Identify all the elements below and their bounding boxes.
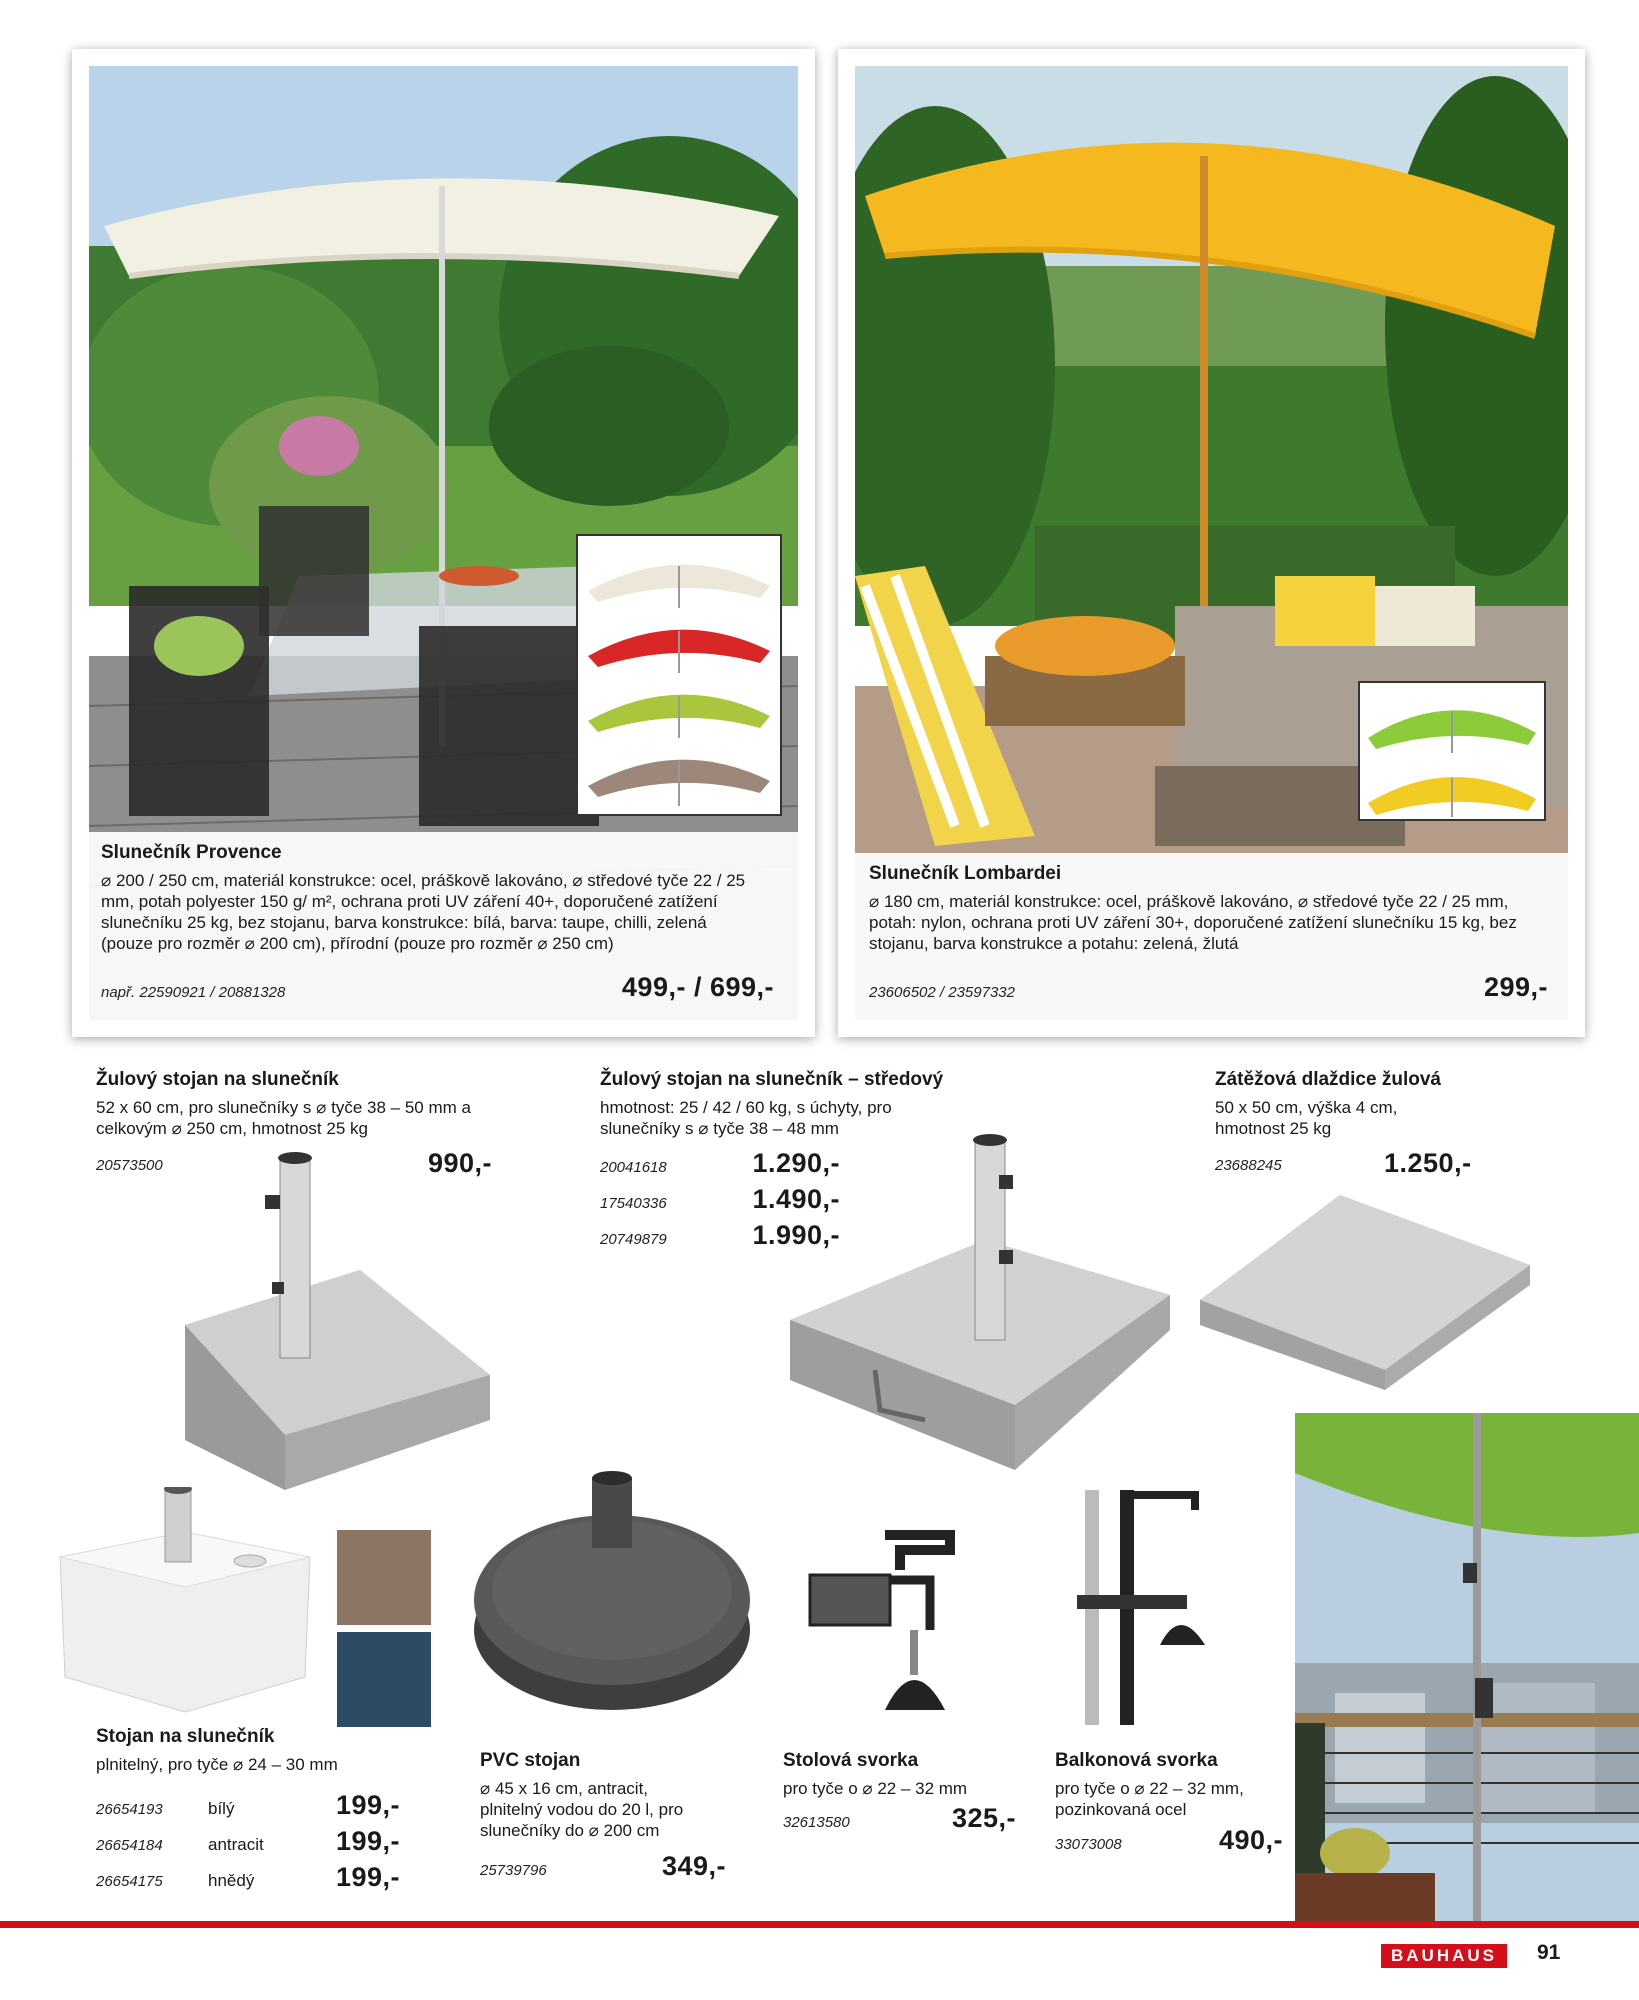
product-sku: 23606502 / 23597332: [869, 984, 1015, 1001]
product-title: Slunečník Lombardei: [869, 863, 1062, 884]
product-price: 199,-: [336, 1790, 401, 1820]
lombardei-color-variants: [1358, 681, 1546, 821]
fillable-base-image: [55, 1487, 315, 1717]
balcony-clamp-image: [1065, 1485, 1215, 1730]
price-row: [96, 1790, 400, 1821]
product-card-lombardei: [838, 49, 1585, 1037]
product-sku: 25739796: [480, 1862, 547, 1879]
product-title: Stojan na slunečník: [96, 1726, 275, 1747]
product-title: Slunečník Provence: [101, 842, 282, 863]
granite-tile-image: [1195, 1190, 1535, 1400]
product-sku: 33073008: [1055, 1836, 1122, 1853]
product-title: Stolová svorka: [783, 1750, 919, 1771]
product-price: 1.490,-: [752, 1184, 840, 1214]
product-price: 1.290,-: [752, 1148, 840, 1178]
provence-caption: [89, 832, 798, 1020]
product-title: Žulový stojan na slunečník: [96, 1069, 339, 1090]
color-name: hnědý: [208, 1871, 255, 1890]
product-sku: 20749879: [600, 1231, 667, 1248]
product-title: PVC stojan: [480, 1750, 581, 1771]
green-umbrella-icon: [1368, 710, 1536, 753]
product-description: ⌀ 200 / 250 cm, materiál konstrukce: ocel, práškově lakováno, ⌀ středové tyče 22 / 25 mm, potah polyester 150 g/ m², ochrana proti UV záření 40+, doporučené zatížení slunečníku 25 kg, bez stojanu, barva konstrukce: bílá, barva: taupe, chilli, zelená (pouze pro rozměr ⌀ 200 cm), přírodní (pouze pro rozměr ⌀ 250 cm): [101, 871, 746, 953]
provence-color-variants: [576, 534, 782, 816]
product-price: 199,-: [336, 1862, 401, 1892]
product-sku: 20573500: [96, 1157, 163, 1174]
product-zulovy-stredovy: [600, 1069, 960, 1139]
product-price: 990,-: [428, 1148, 493, 1178]
taupe-umbrella-icon: [588, 760, 770, 806]
product-price: 199,-: [336, 1826, 401, 1856]
page-number: 91: [1537, 1941, 1561, 1964]
product-sku: 23688245: [1215, 1157, 1282, 1174]
lombardei-caption: [855, 853, 1568, 1020]
product-dlazdice: [1215, 1069, 1515, 1139]
product-title: Zátěžová dlaždice žulová: [1215, 1069, 1441, 1090]
balcony-clamp-photo: [1295, 1413, 1639, 1921]
product-sku: 26654193: [96, 1801, 163, 1818]
product-balkonova: [1055, 1750, 1285, 1820]
product-title: Balkonová svorka: [1055, 1750, 1218, 1771]
product-zulovy-stojan: [96, 1069, 496, 1139]
granite-base-image: [180, 1150, 500, 1495]
product-price: 499,- / 699,-: [621, 972, 774, 1002]
price-row: [96, 1862, 400, 1893]
anthracite-swatch: [337, 1632, 431, 1727]
product-sku: 17540336: [600, 1195, 667, 1212]
pvc-base-image: [470, 1470, 755, 1715]
color-name: antracit: [208, 1835, 264, 1854]
product-price: 490,-: [1219, 1825, 1284, 1855]
product-description: ⌀ 180 cm, materiál konstrukce: ocel, práškově lakováno, ⌀ středové tyče 22 / 25 mm, potah: nylon, ochrana proti UV záření 30+, doporučené zatížení slunečníku 15 kg, bez stojanu, barva konstrukce a potahu: zelená, žlutá: [869, 892, 1517, 953]
granite-center-base-image: [785, 1130, 1175, 1485]
product-stolova: [783, 1750, 1003, 1799]
footer-bar: [0, 1921, 1639, 1928]
product-sku: např. 22590921 / 20881328: [101, 984, 286, 1001]
brand-logo: BAUHAUS: [1381, 1944, 1507, 1968]
product-title: Žulový stojan na slunečník – středový: [600, 1069, 944, 1090]
yellow-umbrella-icon: [1368, 777, 1536, 817]
product-stojan: [96, 1726, 426, 1775]
product-price: 1.990,-: [752, 1220, 840, 1250]
red-umbrella-icon: [588, 630, 770, 673]
product-pvc: [480, 1750, 730, 1841]
product-price: 299,-: [1483, 972, 1548, 1002]
product-description: 52 x 60 cm, pro slunečníky s ⌀ tyče 38 – 50 mm a celkovým ⌀ 250 cm, hmotnost 25 kg: [96, 1098, 471, 1138]
price-row: [96, 1826, 400, 1857]
product-price: 325,-: [952, 1803, 1017, 1833]
product-sku: 20041618: [600, 1159, 667, 1176]
white-umbrella-icon: [588, 565, 770, 608]
product-sku: 26654184: [96, 1837, 163, 1854]
product-price: 1.250,-: [1384, 1148, 1472, 1178]
brown-swatch: [337, 1530, 431, 1625]
product-sku: 32613580: [783, 1814, 850, 1831]
color-name: bílý: [208, 1799, 235, 1818]
product-price: 349,-: [662, 1851, 727, 1881]
table-clamp-image: [800, 1530, 960, 1730]
product-description: pro tyče o ⌀ 22 – 32 mm: [783, 1779, 968, 1798]
product-description: ⌀ 45 x 16 cm, antracit, plnitelný vodou do 20 l, pro slunečníky do ⌀ 200 cm: [480, 1779, 684, 1840]
product-sku: 26654175: [96, 1873, 163, 1890]
green-umbrella-icon: [588, 695, 770, 738]
product-description: 50 x 50 cm, výška 4 cm, hmotnost 25 kg: [1215, 1098, 1398, 1138]
product-description: plnitelný, pro tyče ⌀ 24 – 30 mm: [96, 1755, 338, 1774]
product-description: pro tyče o ⌀ 22 – 32 mm, pozinkovaná ocel: [1055, 1779, 1244, 1819]
product-description: hmotnost: 25 / 42 / 60 kg, s úchyty, pro slunečníky s ⌀ tyče 38 – 48 mm: [600, 1098, 892, 1138]
product-card-provence: [72, 49, 815, 1037]
